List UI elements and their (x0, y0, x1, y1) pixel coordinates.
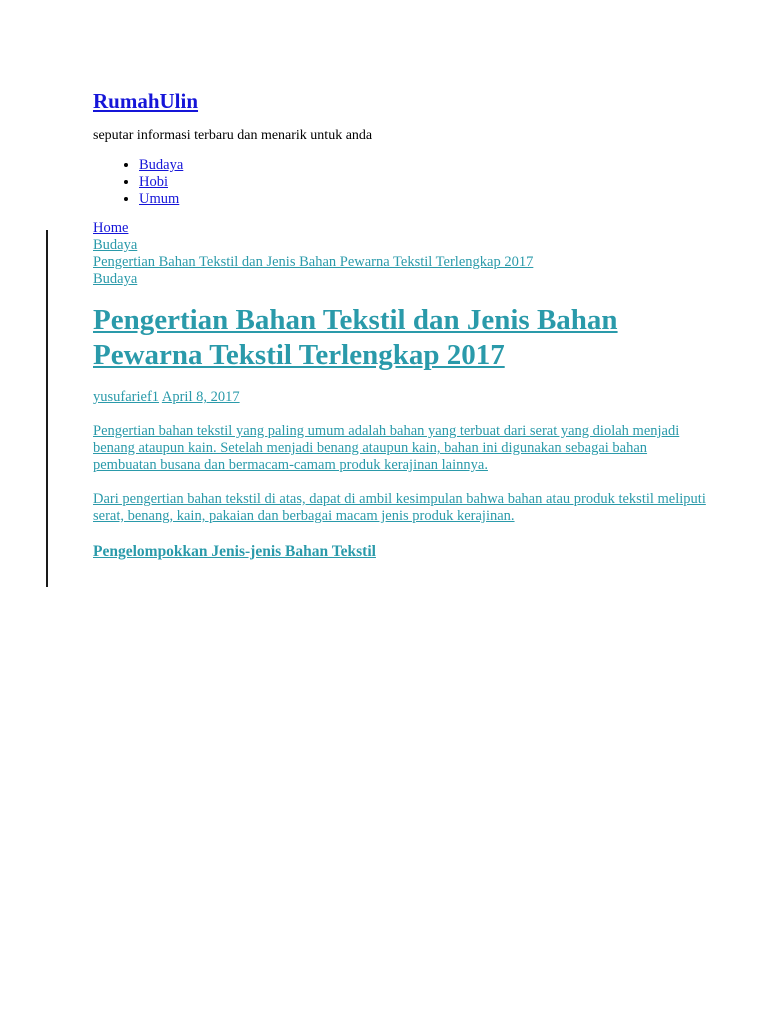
post-author-link[interactable]: yusufarief1 (93, 389, 160, 405)
site-title (93, 86, 713, 116)
site-title-link[interactable]: RumahUlin (93, 89, 199, 113)
breadcrumb-home-link[interactable]: Home (93, 220, 129, 236)
nav-link-umum[interactable]: Umum (139, 191, 180, 207)
breadcrumb (93, 220, 713, 288)
page-content (93, 86, 713, 562)
post-paragraph (93, 491, 713, 525)
post-paragraph (93, 423, 713, 474)
nav-item-hobi (139, 174, 713, 191)
vertical-divider-line (46, 230, 48, 587)
post-title (93, 303, 713, 373)
post-date-link[interactable]: April 8, 2017 (161, 389, 240, 405)
post-meta (93, 389, 713, 406)
nav-link-budaya[interactable]: Budaya (139, 157, 184, 173)
section-heading-link[interactable]: Pengelompokkan Jenis-jenis Bahan Tekstil (93, 543, 376, 560)
post-title-link[interactable]: Pengertian Bahan Tekstil dan Jenis Bahan Pewarna Tekstil Terlengkap 2017 (93, 304, 618, 371)
breadcrumb-post-link[interactable]: Pengertian Bahan Tekstil dan Jenis Bahan Pewarna Tekstil Terlengkap 2017 (93, 254, 534, 270)
post-paragraph-link[interactable]: Dari pengertian bahan tekstil di atas, dapat di ambil kesimpulan bahwa bahan atau produk tekstil meliputi serat, benang, kain, pakaian dan berbagai macam jenis produk kerajinan. (93, 491, 706, 524)
nav-item-umum (139, 191, 713, 208)
breadcrumb-category-link[interactable]: Budaya (93, 237, 138, 253)
category-nav (93, 157, 713, 208)
post-paragraph-link[interactable]: Pengertian bahan tekstil yang paling umum adalah bahan yang terbuat dari serat yang diolah menjadi benang ataupun kain. Setelah menjadi benang ataupun kain, bahan ini digunakan sebagai bahan pembuatan busana dan bermacam-camam produk kerajinan lainnya. (93, 423, 680, 473)
nav-link-hobi[interactable]: Hobi (139, 174, 168, 190)
nav-item-budaya (139, 157, 713, 174)
post-category-link[interactable]: Budaya (93, 271, 138, 287)
section-heading (93, 542, 713, 562)
site-tagline: seputar informasi terbaru dan menarik untuk anda (93, 128, 373, 143)
